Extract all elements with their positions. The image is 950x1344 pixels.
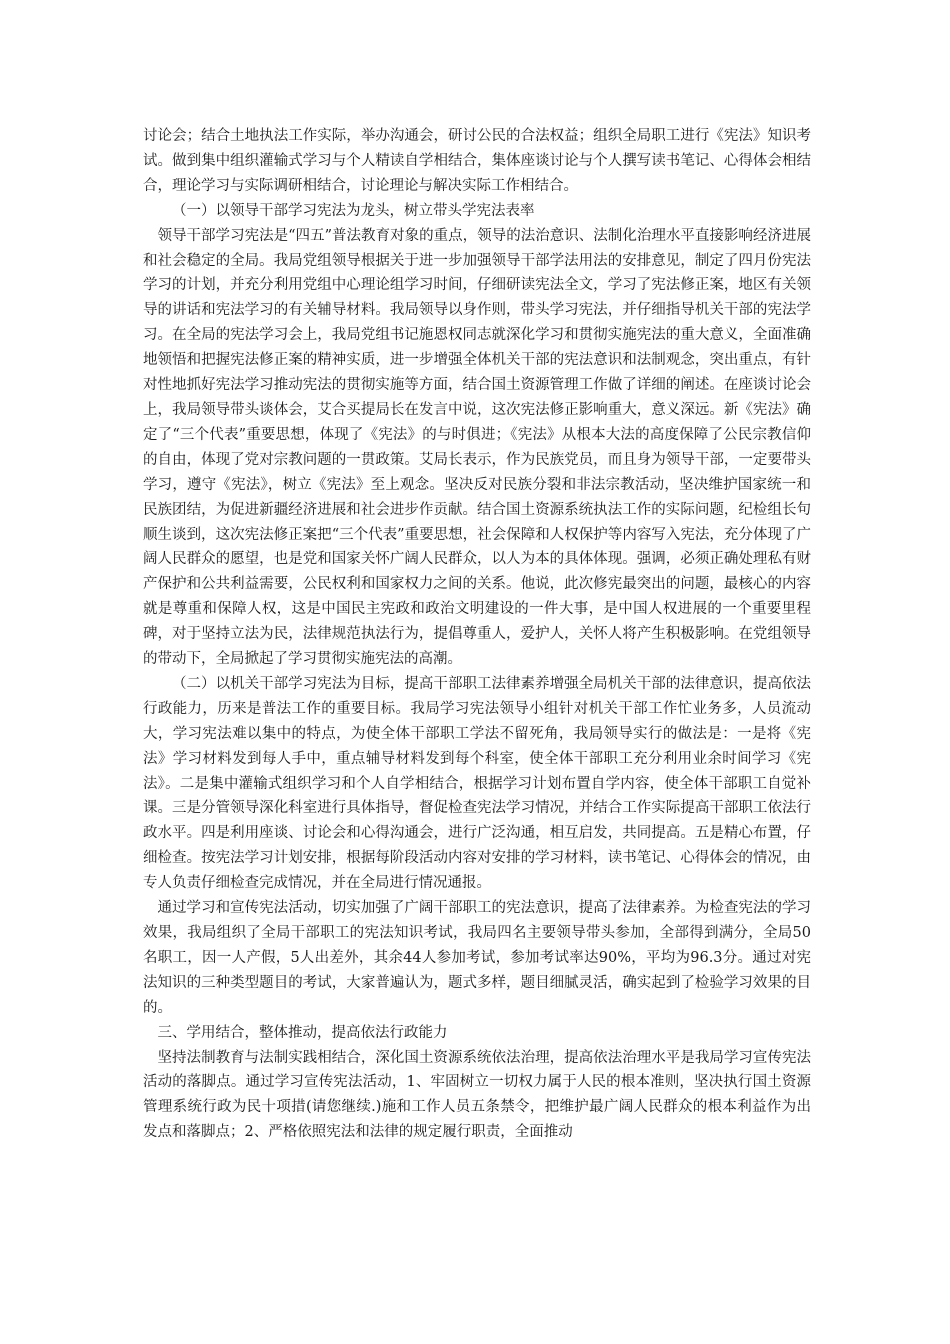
paragraph-continuation: 讨论会；结合土地执法工作实际，举办沟通会，研讨公民的合法权益；组织全局职工进行《宪法》知识考试。做到集中组织灌输式学习与个人精读自学相结合，集体座谈讨论与个人撰写读书笔记、心得体会相结合，理论学习与实际调研相结合，讨论理论与解决实际工作相结合。 — [143, 128, 811, 194]
paragraph-cadres-study: （二）以机关干部学习宪法为目标，提高干部职工法律素养增强全局机关干部的法律意识，提高依法行政能力，历来是普法工作的重要目标。我局学习宪法领导小组针对机关干部工作忙业务多，人员流动大，学习宪法难以集中的特点，为使全体干部职工学法不留死角，我局领导实行的做法是：一是将《宪法》学习材料发到每人手中，重点辅导材料发到每个科室，使全体干部职工充分利用业余时间学习《宪法》。二是集中灌输式组织学习和个人自学相结合，根据学习计划布置自学内容，使全体干部职工自觉补课。三是分管领导深化科室进行具体指导，督促检查宪法学习情况，并结合工作实际提高干部职工依法行政水平。四是利用座谈、讨论会和心得沟通会，进行广泛沟通，相互启发，共同提高。五是精心布置，仔细检查。按宪法学习计划安排，根据每阶段活动内容对安排的学习材料，读书笔记、心得体会的情况，由专人负责仔细检查完成情况，并在全局进行情况通报。 — [143, 675, 811, 892]
document-body — [143, 124, 811, 1145]
section-heading-three: 三、学用结合，整体推动，提高依法行政能力 — [157, 1024, 448, 1041]
paragraph-integration: 坚持法制教育与法制实践相结合，深化国土资源系统依法治理，提高依法治理水平是我局学习宣传宪法活动的落脚点。通过学习宣传宪法活动，1、牢固树立一切权力属于人民的根本准则，坚决执行国土资源管理系统行政为民十项措(请您继续.)施和工作人员五条禁令，把维护最广阔人民群众的根本利益作为出发点和落脚点；2、严格依照宪法和法律的规定履行职责，全面推动 — [143, 1049, 811, 1141]
section-heading-leaders: （一）以领导干部学习宪法为龙头，树立带头学宪法表率 — [172, 202, 535, 219]
paragraph-exam-results: 通过学习和宣传宪法活动，切实加强了广阔干部职工的宪法意识，提高了法律素养。为检查宪法的学习效果，我局组织了全局干部职工的宪法知识考试，我局四名主要领导带头参加，全部得到满分，全局50名职工，因一人产假，5人出差外，其余44人参加考试，参加考试率达90%，平均为96.3分。通过对宪法知识的三种类型题目的考试，大家普遍认为，题式多样，题目细腻灵活，确实起到了检验学习效果的目的。 — [143, 900, 811, 1016]
paragraph-leaders-study: 领导干部学习宪法是“四五”普法教育对象的重点，领导的法治意识、法制化治理水平直接影响经济进展和社会稳定的全局。我局党组领导根据关于进一步加强领导干部学法用法的安排意见，制定了四月份宪法学习的计划，并充分利用党组中心理论组学习时间，仔细研读宪法全文，学习了宪法修正案，地区有关领导的讲话和宪法学习的有关辅导材料。我局领导以身作则，带头学习宪法，并仔细指导机关干部的宪法学习。在全局的宪法学习会上，我局党组书记施恩权同志就深化学习和贯彻实施宪法的重大意义，全面准确地领悟和把握宪法修正案的精神实质，进一步增强全体机关干部的宪法意识和法制观念，突出重点，有针对性地抓好宪法学习推动宪法的贯彻实施等方面，结合国土资源管理工作做了详细的阐述。在座谈讨论会上，我局领导带头谈体会，艾合买提局长在发言中说，这次宪法修正影响重大，意义深远。新《宪法》确定了“三个代表”重要思想，体现了《宪法》的与时俱进；《宪法》从根本大法的高度保障了公民宗教信仰的自由，体现了党对宗教问题的一贯政策。艾局长表示，作为民族党员，而且身为领导干部，一定要带头学习，遵守《宪法》，树立《宪法》至上观念。坚决反对民族分裂和非法宗教活动，坚决维护国家统一和民族团结，为促进新疆经济进展和社会进步作贡献。结合国土资源系统执法工作的实际问题，纪检组长句顺生谈到，这次宪法修正案把“三个代表”重要思想，社会保障和人权保护等内容写入宪法，充分体现了广阔人民群众的愿望，也是党和国家关怀广阔人民群众，以人为本的具体体现。强调，必须正确处理私有财产保护和公共利益需要，公民权利和国家权力之间的关系。他说，此次修宪最突出的问题，最核心的内容就是尊重和保障人权，这是中国民主宪政和政治文明建设的一件大事，是中国人权进展的一个重要里程碑，对于坚持立法为民，法律规范执法行为，提倡尊重人，爱护人，关怀人将产生积极影响。在党组领导的带动下，全局掀起了学习贯彻实施宪法的高潮。 — [143, 227, 811, 668]
